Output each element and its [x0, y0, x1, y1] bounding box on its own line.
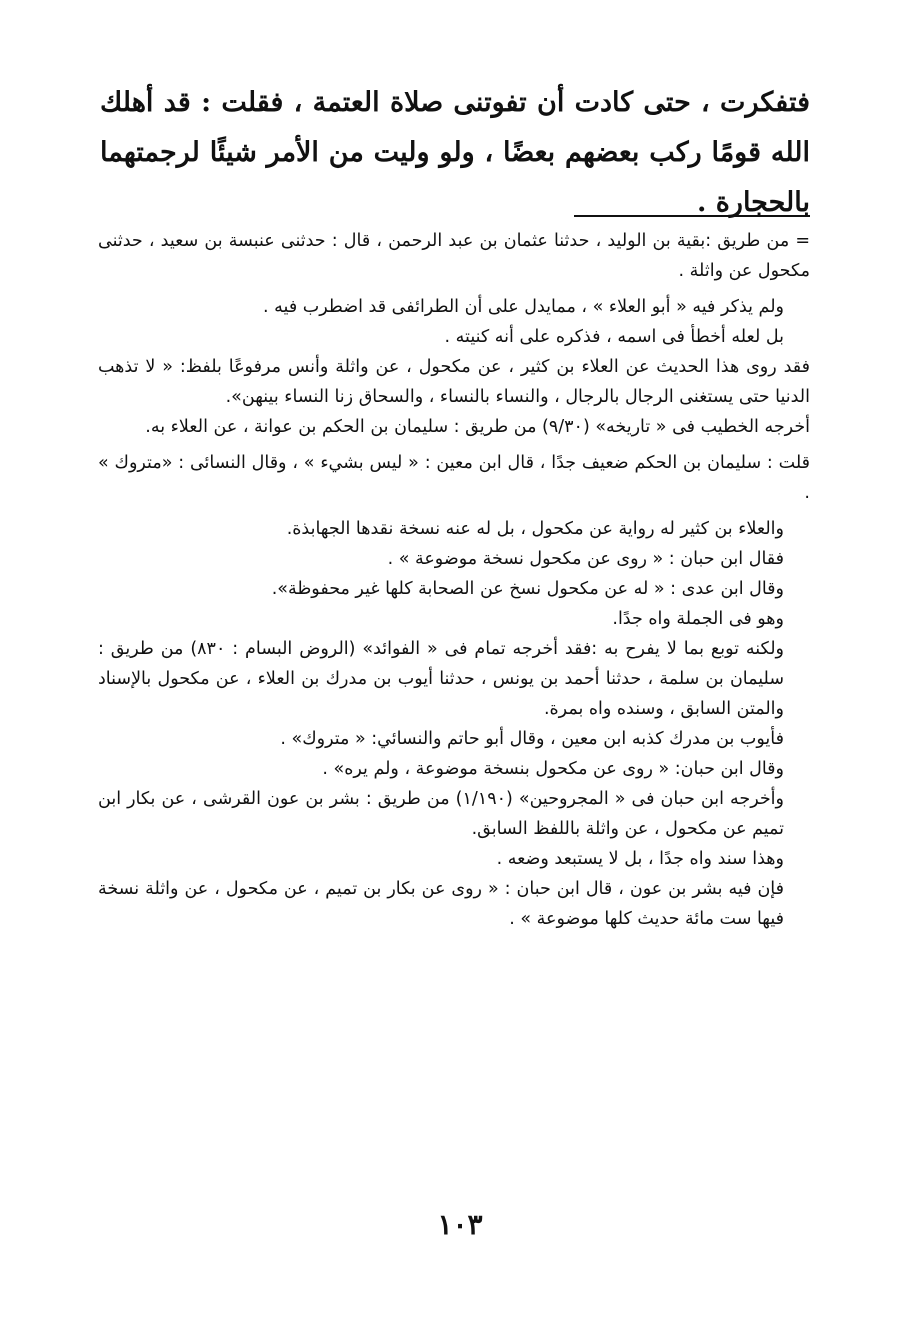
footnote-paragraph: وهذا سند واه جدًا ، بل لا يستبعد وضعه . [496, 849, 784, 869]
footnote-paragraph: بل لعله أخطأ فى اسمه ، فذكره على أنه كنيته . [444, 327, 784, 347]
footnote-paragraph: أخرجه الخطيب فى « تاريخه» (٩/٣٠) من طريق : سليمان بن الحكم بن عوانة ، عن العلاء به. [145, 417, 810, 437]
footnotes-block [98, 226, 810, 934]
footnote-paragraph: وأخرجه ابن حبان فى « المجروحين» (١/١٩٠) من طريق : بشر بن عون القرشى ، عن بكار ابن تميم عن مكحول ، عن واثلة باللفظ السابق. [98, 789, 784, 839]
footnote-paragraph: ولم يذكر فيه « أبو العلاء » ، ممايدل على أن الطرائفى قد اضطرب فيه . [263, 297, 784, 317]
footnote-paragraph: وقال ابن عدى : « له عن مكحول نسخ عن الصحابة كلها غير محفوظة». [271, 579, 784, 599]
footnote-paragraph: فقد روى هذا الحديث عن العلاء بن كثير ، عن مكحول ، عن واثلة وأنس مرفوعًا بلفظ: « لا تذهب الدنيا حتى يستغنى الرجال بالرجال ، والنساء بالنساء ، والسحاق زنا النساء بينهن». [98, 357, 810, 407]
footnote-paragraph: ولكنه توبع بما لا يفرح به :فقد أخرجه تمام فى « الفوائد» (الروض البسام : ٨٣٠) من طريق : سليمان بن سلمة ، حدثنا أحمد بن يونس ، حدثنا أيوب بن مدرك بن العلاء ، عن مكحول بالإسناد والمتن السابق ، وسنده واه بمرة. [98, 639, 785, 719]
main-paragraph: فتفكرت ، حتى كادت أن تفوتنى صلاة العتمة ، فقلت : قد أهلك الله قومًا ركب بعضهم بعضًا ، ولو وليت من الأمر شيئًا لرجمتهما بالحجارة . [100, 87, 810, 218]
page-number: ١٠٣ [437, 1208, 483, 1241]
footnote-paragraph: فقال ابن حبان : « روى عن مكحول نسخة موضوعة » . [387, 549, 784, 569]
footnote-paragraph: = من طريق :بقية بن الوليد ، حدثنا عثمان بن عبد الرحمن ، قال : حدثنى عنبسة بن سعيد ، حدثنى مكحول عن واثلة . [98, 231, 810, 281]
footnote-paragraph: وهو فى الجملة واه جدًا. [612, 609, 784, 629]
footnote-paragraph: فإن فيه بشر بن عون ، قال ابن حبان : « روى عن بكار بن تميم ، عن مكحول ، عن واثلة نسخة فيها ست مائة حديث كلها موضوعة » . [98, 879, 784, 929]
footnote-paragraph: والعلاء بن كثير له رواية عن مكحول ، بل له عنه نسخة نقدها الجهابذة. [286, 519, 784, 539]
main-text-block [100, 78, 810, 228]
footnote-paragraph: قلت : سليمان بن الحكم ضعيف جدًا ، قال ابن معين : « ليس بشيء » ، وقال النسائى : «متروك » . [98, 453, 810, 503]
footnote-separator-line [574, 215, 810, 217]
footnote-paragraph: فأيوب بن مدرك كذبه ابن معين ، وقال أبو حاتم والنسائي: « متروك» . [280, 729, 784, 749]
footnote-paragraph: وقال ابن حبان: « روى عن مكحول بنسخة موضوعة ، ولم يره» . [322, 759, 784, 779]
